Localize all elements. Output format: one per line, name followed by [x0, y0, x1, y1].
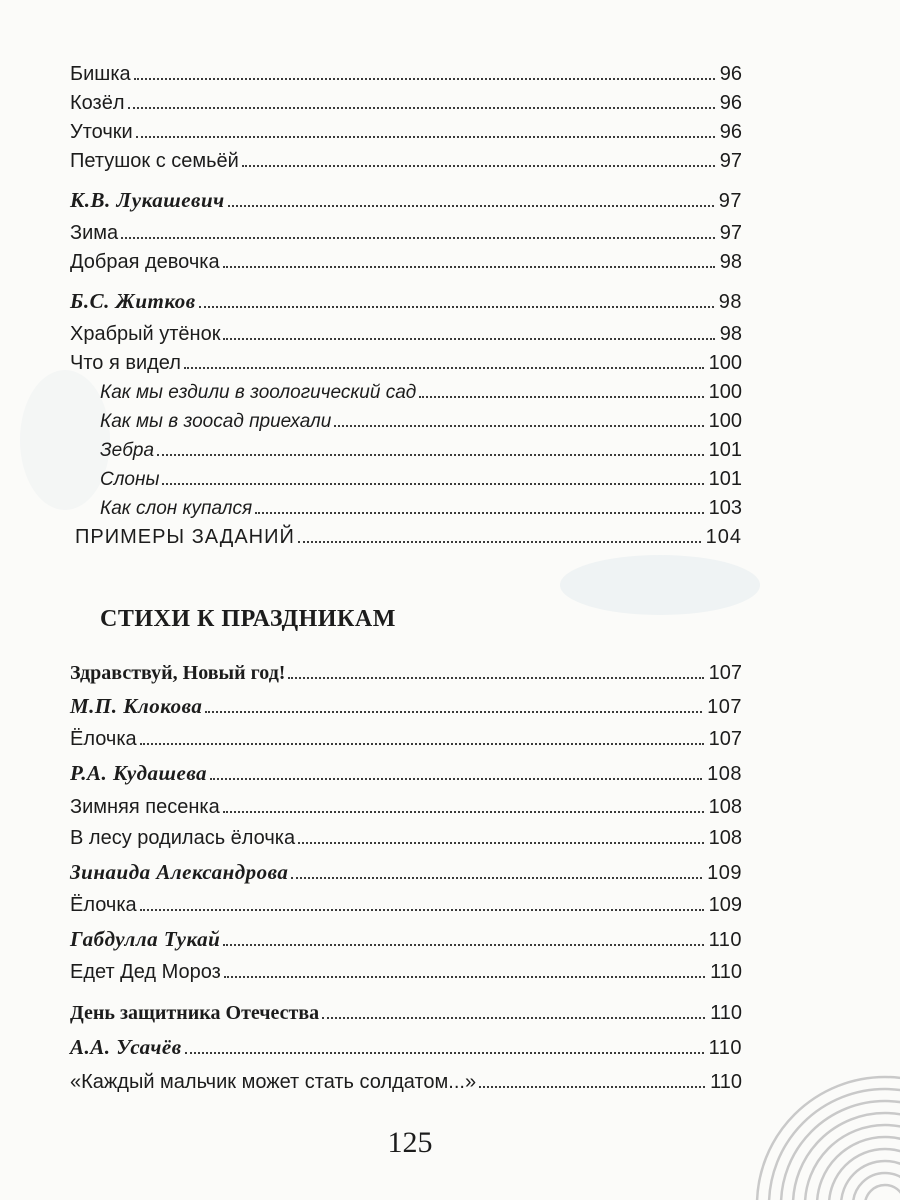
toc-entry-page: 107 [707, 696, 742, 718]
toc-leader-dots [334, 425, 703, 427]
toc-leader-dots [288, 677, 703, 679]
toc-entry[interactable] [70, 954, 742, 984]
toc-leader-dots [298, 541, 701, 543]
toc-entry[interactable] [70, 1064, 742, 1094]
toc-entry[interactable] [70, 215, 742, 245]
toc-entry[interactable] [70, 789, 742, 819]
section-title: СТИХИ К ПРАЗДНИКАМ [100, 606, 396, 632]
toc-entry-page: 103 [708, 497, 742, 519]
toc-entry-page: 100 [708, 381, 742, 403]
toc-entry-title: Ёлочка [70, 728, 137, 750]
toc-leader-dots [134, 78, 715, 80]
toc-leader-dots [223, 338, 714, 340]
toc-subentry[interactable] [100, 490, 742, 520]
toc-entry-title: ПРИМЕРЫ ЗАДАНИЙ [75, 526, 295, 548]
toc-entry[interactable] [70, 244, 742, 274]
toc-entry-page: 108 [708, 827, 742, 849]
toc-leader-dots [185, 1052, 704, 1054]
toc-subentry-title: Как мы ездили в зоологический сад [100, 382, 417, 403]
toc-leader-dots [419, 396, 703, 398]
toc-leader-dots [210, 778, 702, 780]
toc-entry-page: 110 [710, 1002, 742, 1024]
toc-entry-title: В лесу родилась ёлочка [70, 827, 296, 849]
decorative-spiral-icon [715, 1040, 900, 1200]
toc-entry-page: 101 [708, 439, 742, 461]
toc-subentry[interactable] [100, 432, 742, 462]
toc-entry-page: 98 [719, 251, 742, 273]
toc-entry-page: 100 [708, 410, 742, 432]
toc-entry[interactable] [70, 820, 742, 850]
toc-entry[interactable] [70, 316, 742, 346]
toc-entry-page: 107 [708, 728, 742, 750]
toc-entry-page: 108 [708, 796, 742, 818]
toc-leader-dots [322, 1017, 705, 1019]
toc-subentry-title: Как мы в зоосад приехали [100, 411, 332, 432]
toc-entry[interactable] [70, 887, 742, 917]
toc-leader-dots [291, 877, 702, 879]
toc-leader-dots [205, 711, 702, 713]
toc-entry-page: 110 [708, 1037, 742, 1059]
toc-leader-dots [255, 512, 703, 514]
toc-entry-title: День защитника Отечества [70, 1002, 320, 1024]
toc-leader-dots [157, 454, 704, 456]
toc-entry[interactable] [70, 114, 742, 144]
toc-entry-page: 96 [719, 63, 742, 85]
toc-subentry[interactable] [100, 461, 742, 491]
toc-entry-title: Что я видел [70, 352, 181, 374]
toc-leader-dots [184, 367, 704, 369]
toc-subentry-title: Слоны [100, 469, 160, 490]
toc-entry-page: 96 [719, 121, 742, 143]
toc-entry[interactable] [70, 85, 742, 115]
toc-author-name: М.П. Клокова [70, 694, 203, 718]
toc-subentry[interactable] [100, 403, 742, 433]
toc-leader-dots [199, 306, 714, 308]
toc-author-name: Габдулла Тукай [70, 927, 221, 951]
toc-entry-title: Добрая девочка [70, 251, 220, 273]
toc-author-entry[interactable] [70, 689, 742, 719]
toc-subentry[interactable] [100, 374, 742, 404]
toc-entry-title: Уточки [70, 121, 133, 143]
toc-entry-title: «Каждый мальчик может стать солдатом...» [70, 1071, 477, 1093]
toc-entry-examples[interactable] [75, 519, 742, 549]
toc-entry-page: 101 [708, 468, 742, 490]
toc-entry-page: 98 [718, 291, 742, 313]
toc-entry-title: Зимняя песенка [70, 796, 220, 818]
toc-leader-dots [479, 1086, 705, 1088]
toc-subentry-title: Зебра [100, 440, 155, 461]
toc-entry-page: 110 [708, 929, 742, 951]
toc-entry-title: Бишка [70, 63, 131, 85]
toc-entry-title: Петушок с семьёй [70, 150, 239, 172]
toc-leader-dots [140, 909, 704, 911]
toc-entry-title: Ёлочка [70, 894, 137, 916]
toc-entry-page: 110 [710, 961, 742, 983]
toc-entry-page: 97 [719, 222, 742, 244]
toc-entry-title: Зима [70, 222, 119, 244]
toc-author-entry[interactable] [70, 183, 742, 213]
toc-leader-dots [223, 944, 703, 946]
toc-entry-page: 110 [710, 1071, 742, 1093]
toc-entry-title: Храбрый утёнок [70, 323, 221, 345]
toc-entry-page: 97 [719, 150, 742, 172]
toc-entry-page: 96 [719, 92, 742, 114]
toc-leader-dots [242, 165, 715, 167]
toc-author-entry[interactable] [70, 284, 742, 314]
toc-entry[interactable] [70, 721, 742, 751]
toc-author-entry[interactable] [70, 756, 742, 786]
toc-entry-title: Козёл [70, 92, 125, 114]
toc-author-name: К.В. Лукашевич [70, 188, 225, 212]
toc-entry[interactable] [70, 345, 742, 375]
toc-author-name: Р.А. Кудашева [70, 761, 208, 785]
toc-entry-page: 109 [707, 862, 742, 884]
toc-subentry-title: Как слон купался [100, 498, 253, 519]
toc-entry-bold[interactable] [70, 995, 742, 1025]
toc-author-entry[interactable] [70, 922, 742, 952]
toc-entry-page: 98 [719, 323, 742, 345]
toc-leader-dots [223, 811, 704, 813]
toc-entry-page: 97 [718, 190, 742, 212]
toc-entry-page: 104 [705, 526, 742, 548]
toc-leader-dots [224, 976, 705, 978]
toc-entry-page: 108 [707, 763, 742, 785]
toc-leader-dots [140, 743, 704, 745]
toc-entry-bold[interactable] [70, 655, 742, 685]
toc-leader-dots [162, 483, 703, 485]
toc-entry-title: Здравствуй, Новый год! [70, 662, 286, 684]
toc-leader-dots [298, 842, 704, 844]
toc-entry[interactable] [70, 143, 742, 173]
toc-author-entry[interactable] [70, 855, 742, 885]
toc-entry-title: Едет Дед Мороз [70, 961, 221, 983]
toc-author-name: Б.С. Житков [70, 289, 196, 313]
toc-leader-dots [128, 107, 715, 109]
toc-entry-page: 107 [708, 662, 742, 684]
page-number: 125 [387, 1126, 433, 1159]
toc-leader-dots [136, 136, 715, 138]
toc-author-name: Зинаида Александрова [70, 860, 289, 884]
toc-leader-dots [223, 266, 715, 268]
toc-author-name: А.А. Усачёв [70, 1035, 182, 1059]
page-smudge [560, 555, 760, 615]
toc-entry-page: 109 [708, 894, 742, 916]
toc-leader-dots [121, 237, 715, 239]
toc-entry-page: 100 [708, 352, 742, 374]
toc-author-entry[interactable] [70, 1030, 742, 1060]
toc-entry[interactable] [70, 56, 742, 86]
toc-leader-dots [228, 205, 714, 207]
page-smudge [20, 370, 110, 510]
